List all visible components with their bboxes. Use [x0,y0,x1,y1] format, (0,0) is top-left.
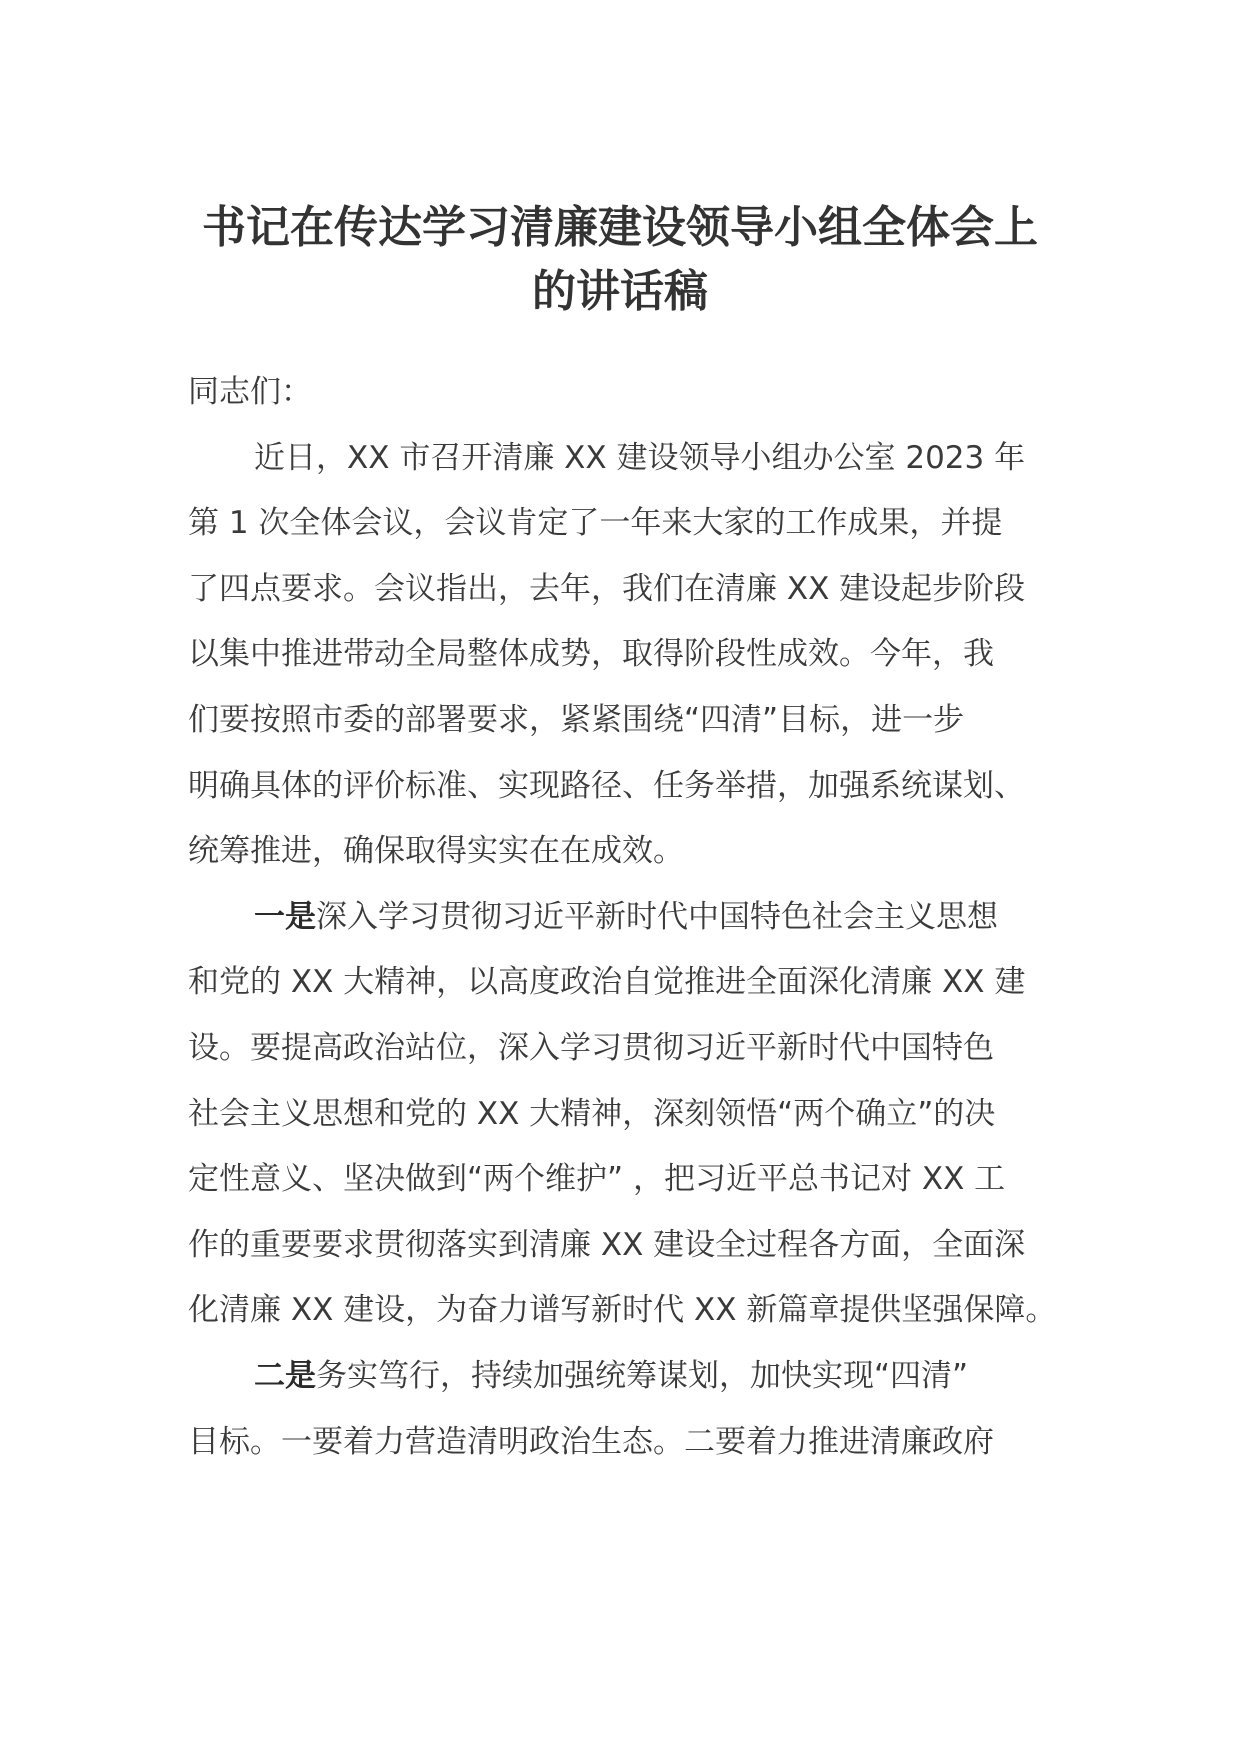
paragraph-line: 设。要提高政治站位，深入学习贯彻习近平新时代中国特色 [188,1029,994,1066]
paragraph-line: 定性意义、坚决做到“两个维护” ，把习近平总书记对 XX 工 [188,1161,1006,1198]
paragraph-line: 们要按照市委的部署要求，紧紧围绕“四清”目标，进一步 [188,701,965,738]
paragraph-point-two [188,1344,1088,1475]
title-line-2: 的讲话稿 [532,266,708,317]
title-line-1: 书记在传达学习清廉建设领导小组全体会上 [202,202,1038,253]
point-two-lead: 二是 [254,1357,316,1394]
salutation: 同志们： [188,374,312,410]
paragraph-point-one [188,885,1088,1344]
paragraph-line: 和党的 XX 大精神，以高度政治自觉推进全面深化清廉 XX 建 [188,964,1026,1001]
paragraph-line: 化清廉 XX 建设，为奋力谱写新时代 XX 新篇章提供坚强保障。 [188,1292,1057,1329]
paragraph-line: 了四点要求。会议指出，去年，我们在清廉 XX 建设起步阶段 [188,570,1026,607]
point-one-lead: 一是 [254,898,316,935]
paragraph-line [188,885,1088,951]
paragraph-line [188,1344,1088,1410]
point-two-text: 务实笃行，持续加强统筹谋划，加快实现“四清” [316,1357,969,1394]
paragraph-line: 社会主义思想和党的 XX 大精神，深刻领悟“两个确立”的决 [188,1095,996,1132]
paragraph-line: 作的重要要求贯彻落实到清廉 XX 建设全过程各方面，全面深 [188,1226,1026,1263]
paragraph-line: 明确具体的评价标准、实现路径、任务举措，加强系统谋划、 [188,767,1025,804]
paragraph-line: 近日，XX 市召开清廉 XX 建设领导小组办公室 2023 年 [254,439,1026,476]
document-body [188,360,1088,1475]
paragraph-intro [188,426,1088,885]
paragraph-line: 第 1 次全体会议，会议肯定了一年来大家的工作成果，并提 [188,505,1003,542]
document-title [160,196,1080,324]
paragraph-line: 以集中推进带动全局整体成势，取得阶段性成效。今年，我 [188,636,994,673]
paragraph-line: 目标。一要着力营造清明政治生态。二要着力推进清廉政府 [188,1423,994,1460]
point-one-text: 深入学习贯彻习近平新时代中国特色社会主义思想 [316,898,998,935]
paragraph-line: 统筹推进，确保取得实实在在成效。 [188,833,684,870]
